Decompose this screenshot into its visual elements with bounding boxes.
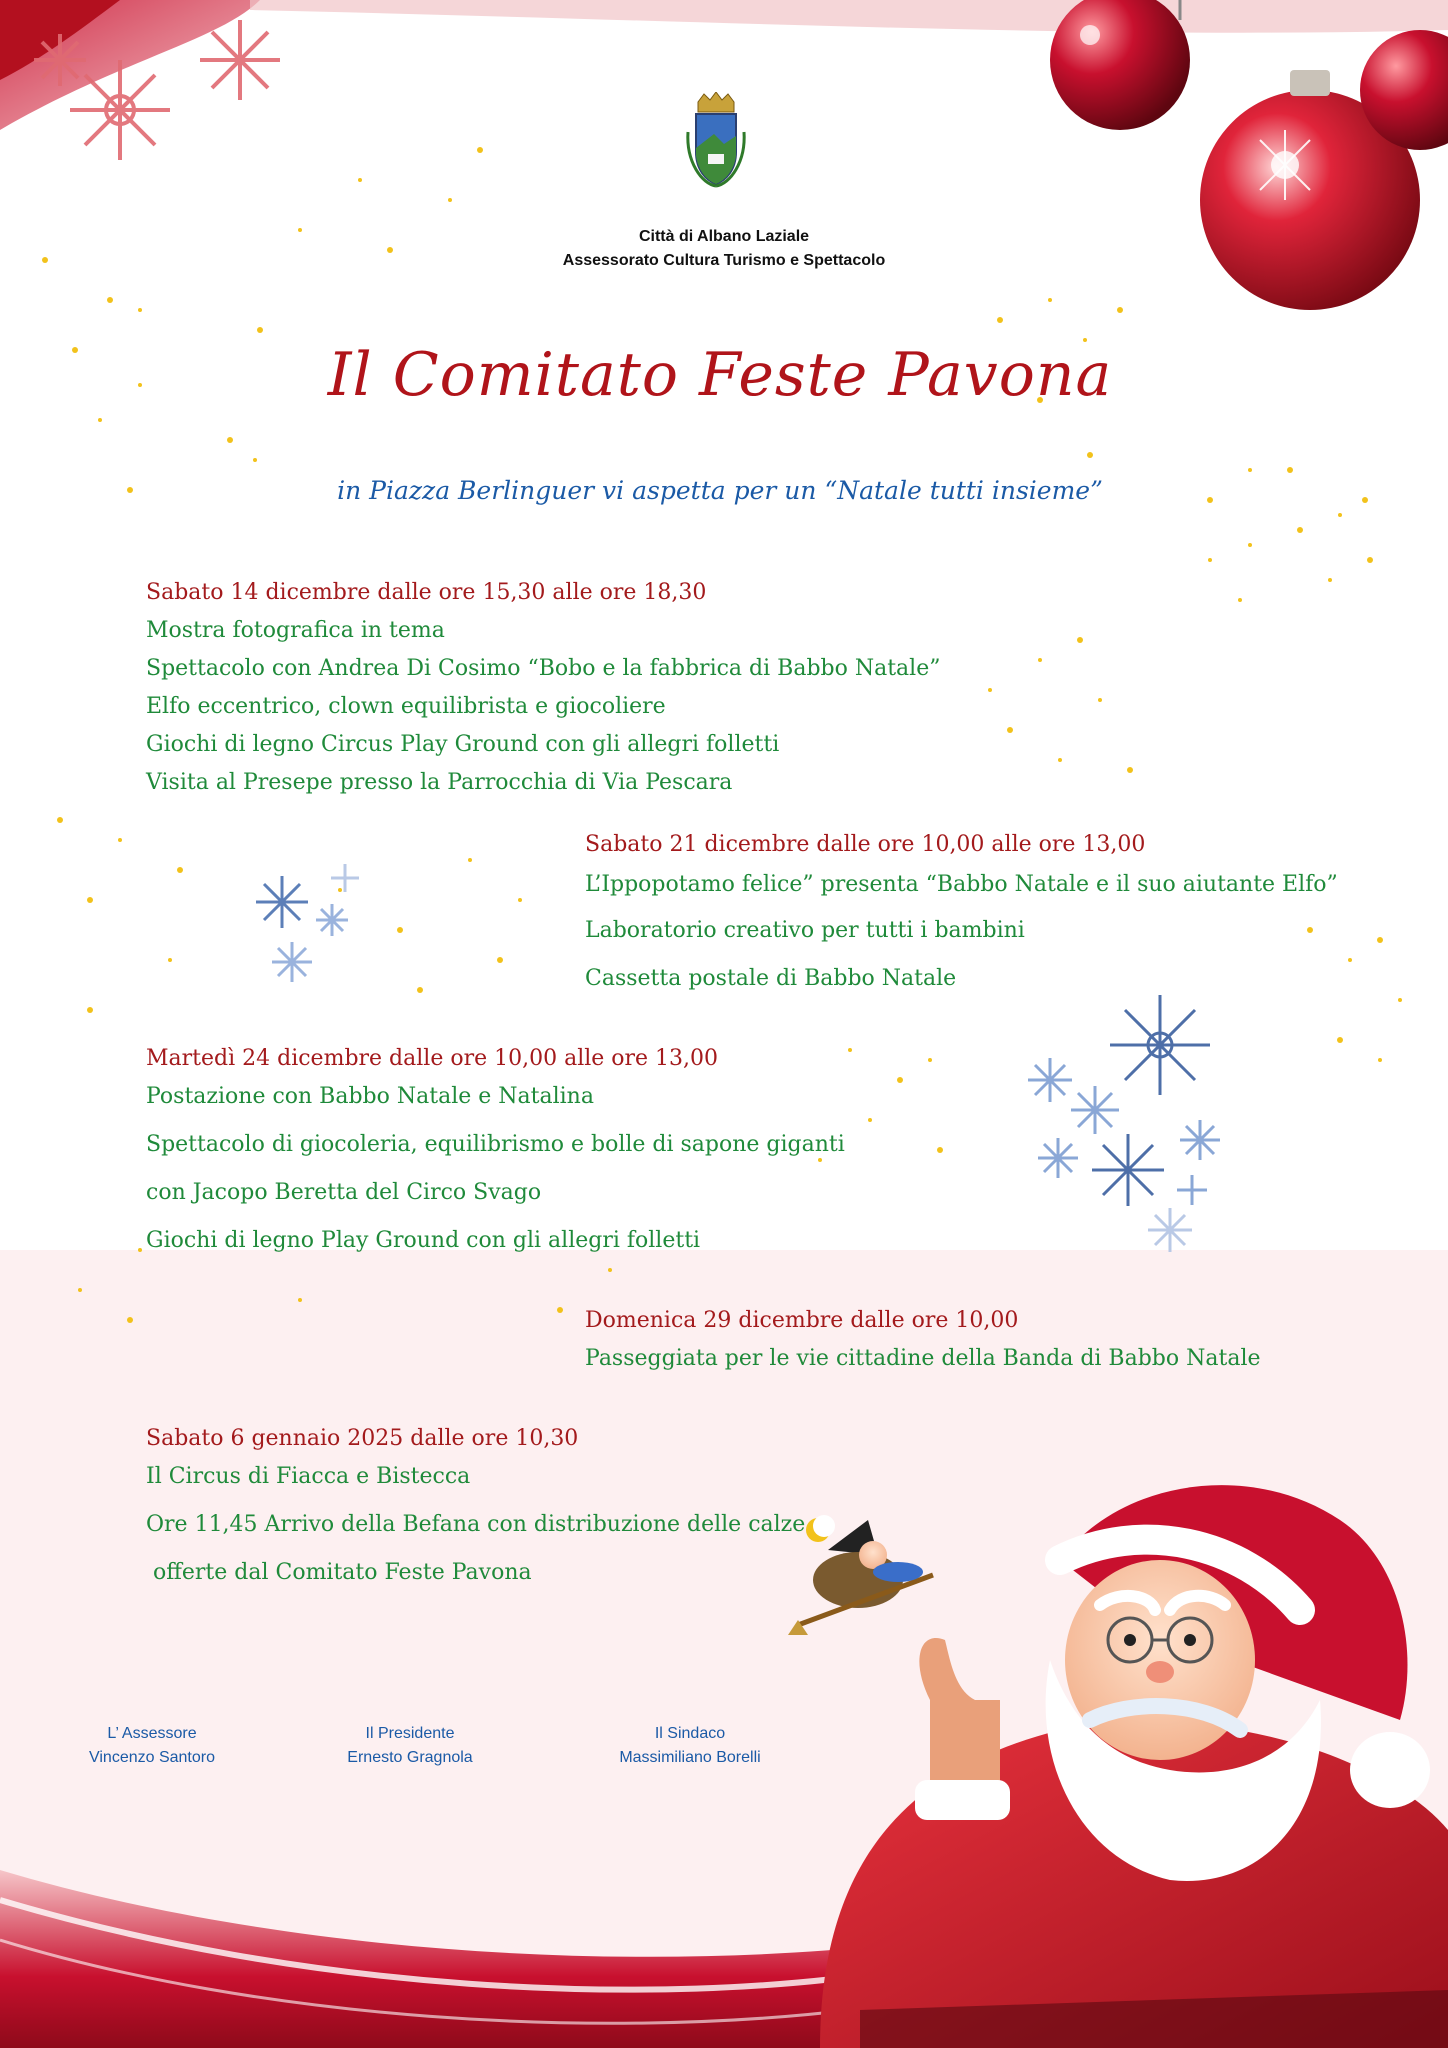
signature-role: Il Presidente [365, 1725, 455, 1742]
signature-role: Il Sindaco [654, 1725, 726, 1742]
event-block [585, 832, 1338, 1006]
signature-name: Vincenzo Santoro [88, 1749, 215, 1766]
signature-block [42, 1722, 262, 1770]
event-block [585, 1308, 1261, 1384]
event-line: Giochi di legno Circus Play Ground con gli allegri folletti [146, 732, 780, 757]
event-line: Spettacolo con Andrea Di Cosimo “Bobo e la fabbrica di Babbo Natale” [146, 656, 941, 681]
event-line: Laboratorio creativo per tutti i bambini [585, 918, 1025, 943]
signature-block [580, 1722, 800, 1770]
event-date: Sabato 21 dicembre dalle ore 10,00 alle ore 13,00 [585, 832, 1146, 857]
department-name: Assessorato Cultura Turismo e Spettacolo [562, 252, 886, 269]
event-line: Postazione con Babbo Natale e Natalina [146, 1084, 594, 1109]
signature-name: Ernesto Gragnola [347, 1749, 473, 1766]
signature-name: Massimiliano Borelli [619, 1749, 761, 1766]
event-line: Spettacolo di giocoleria, equilibrismo e bolle di sapone giganti [146, 1132, 845, 1157]
page-title: Il Comitato Feste Pavona [327, 340, 1113, 410]
event-block [146, 580, 940, 808]
signature-block [300, 1722, 520, 1770]
event-line: Giochi di legno Play Ground con gli allegri folletti [146, 1228, 701, 1253]
event-line: offerte dal Comitato Feste Pavona [146, 1560, 532, 1585]
event-line: Il Circus di Fiacca e Bistecca [146, 1464, 471, 1489]
signature-role: L’ Assessore [107, 1725, 197, 1742]
event-date: Sabato 14 dicembre dalle ore 15,30 alle ore 18,30 [146, 580, 707, 605]
event-line: L’Ippopotamo felice” presenta “Babbo Natale e il suo aiutante Elfo” [585, 872, 1338, 897]
event-line: Passeggiata per le vie cittadine della Banda di Babbo Natale [585, 1346, 1261, 1371]
city-name: Città di Albano Laziale [638, 228, 810, 245]
event-block [146, 1046, 845, 1266]
page-subtitle: in Piazza Berlinguer vi aspetta per un “Natale tutti insieme” [337, 476, 1103, 505]
event-line: Cassetta postale di Babbo Natale [585, 966, 957, 991]
event-date: Sabato 6 gennaio 2025 dalle ore 10,30 [146, 1426, 579, 1451]
event-date: Martedì 24 dicembre dalle ore 10,00 alle ore 13,00 [146, 1046, 719, 1071]
event-date: Domenica 29 dicembre dalle ore 10,00 [585, 1308, 1019, 1333]
event-line: Elfo eccentrico, clown equilibrista e giocoliere [146, 694, 666, 719]
event-line: Visita al Presepe presso la Parrocchia di Via Pescara [146, 770, 733, 795]
event-line: con Jacopo Beretta del Circo Svago [146, 1180, 542, 1205]
event-line: Ore 11,45 Arrivo della Befana con distribuzione delle calze [146, 1512, 806, 1537]
event-block [146, 1426, 805, 1598]
municipal-crest-icon [684, 92, 748, 188]
event-line: Mostra fotografica in tema [146, 618, 445, 643]
